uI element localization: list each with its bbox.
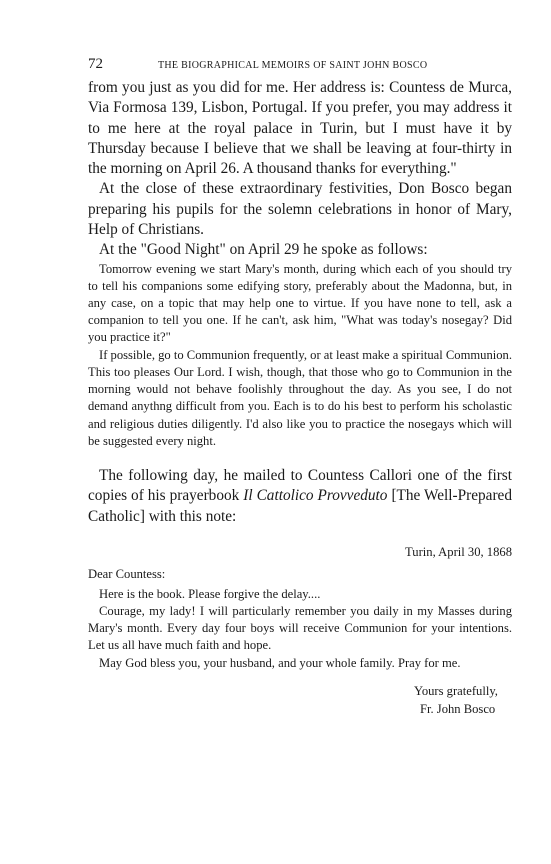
letter-signature: Fr. John Bosco (420, 701, 496, 716)
extract-paragraph-marys-month: Tomorrow evening we start Mary's month, during which each of you should try to tell his companions some edifying story, preferably about the Madonna, but, in any case, on a topic that may help one to virtue. If you have none to tell, ask a companion to tell you one. If he can't, ask him, "What was today's nosegay? Did you practice it?" (88, 261, 512, 345)
running-head: THE BIOGRAPHICAL MEMOIRS OF SAINT JOHN BOSCO (158, 60, 428, 71)
book-page (88, 56, 512, 718)
letter-paragraph-blessing: May God bless you, your husband, and your whole family. Pray for me. (99, 655, 461, 670)
paragraph-good-night-intro: At the "Good Night" on April 29 he spoke as follows: (99, 241, 428, 259)
page-header (88, 56, 512, 78)
paragraph-festivities: At the close of these extraordinary festivities, Don Bosco began preparing his pupils for the solemn celebrations in honor of Mary, Help of Christians. (88, 180, 512, 239)
letter-paragraph-courage: Courage, my lady! I will particularly remember you daily in my Masses during Mary's month. Every day four boys will receive Communion for your intentions. Let us all have much faith and hope. (88, 604, 512, 653)
extract-paragraph-communion: If possible, go to Communion frequently, or at least make a spiritual Communion. This too pleases Our Lord. I wish, though, that those who go to Communion in the morning would not behave foolishly throughout the day. As you see, I do not demand anythng difficult from you. Each is to do his best to perform his scholastic and religious duties diligently. I'd also like you to practice the nosegays which will be suggested every night. (88, 347, 512, 448)
letter-paragraph-book: Here is the book. Please forgive the delay.... (99, 586, 321, 601)
letter-salutation: Dear Countess: (88, 566, 166, 581)
letter-signoff (88, 682, 512, 718)
prayerbook-text-before: The following day, he mailed to Countess Callori one of the first copies of his prayerbook (88, 466, 512, 505)
page-number: 72 (88, 56, 103, 72)
prayerbook-text-after: [The Well-Prepared Catholic] with this note: (88, 487, 512, 525)
prayerbook-title: Il Cattolico Provveduto (243, 487, 388, 505)
paragraph-prayerbook (88, 466, 512, 527)
letter-dateline: Turin, April 30, 1868 (405, 544, 512, 559)
letter-closing: Yours gratefully, (414, 683, 498, 698)
paragraph-letter-continuation: from you just as you did for me. Her address is: Countess de Murca, Via Formosa 139, Lisbon, Portugal. If you prefer, you may address it to me here at the royal palace in Turin, but I must have it by Thursday because I believe that we shall be leaving at four-thirty in the morning on April 26. A thousand thanks for everything." (88, 79, 512, 178)
